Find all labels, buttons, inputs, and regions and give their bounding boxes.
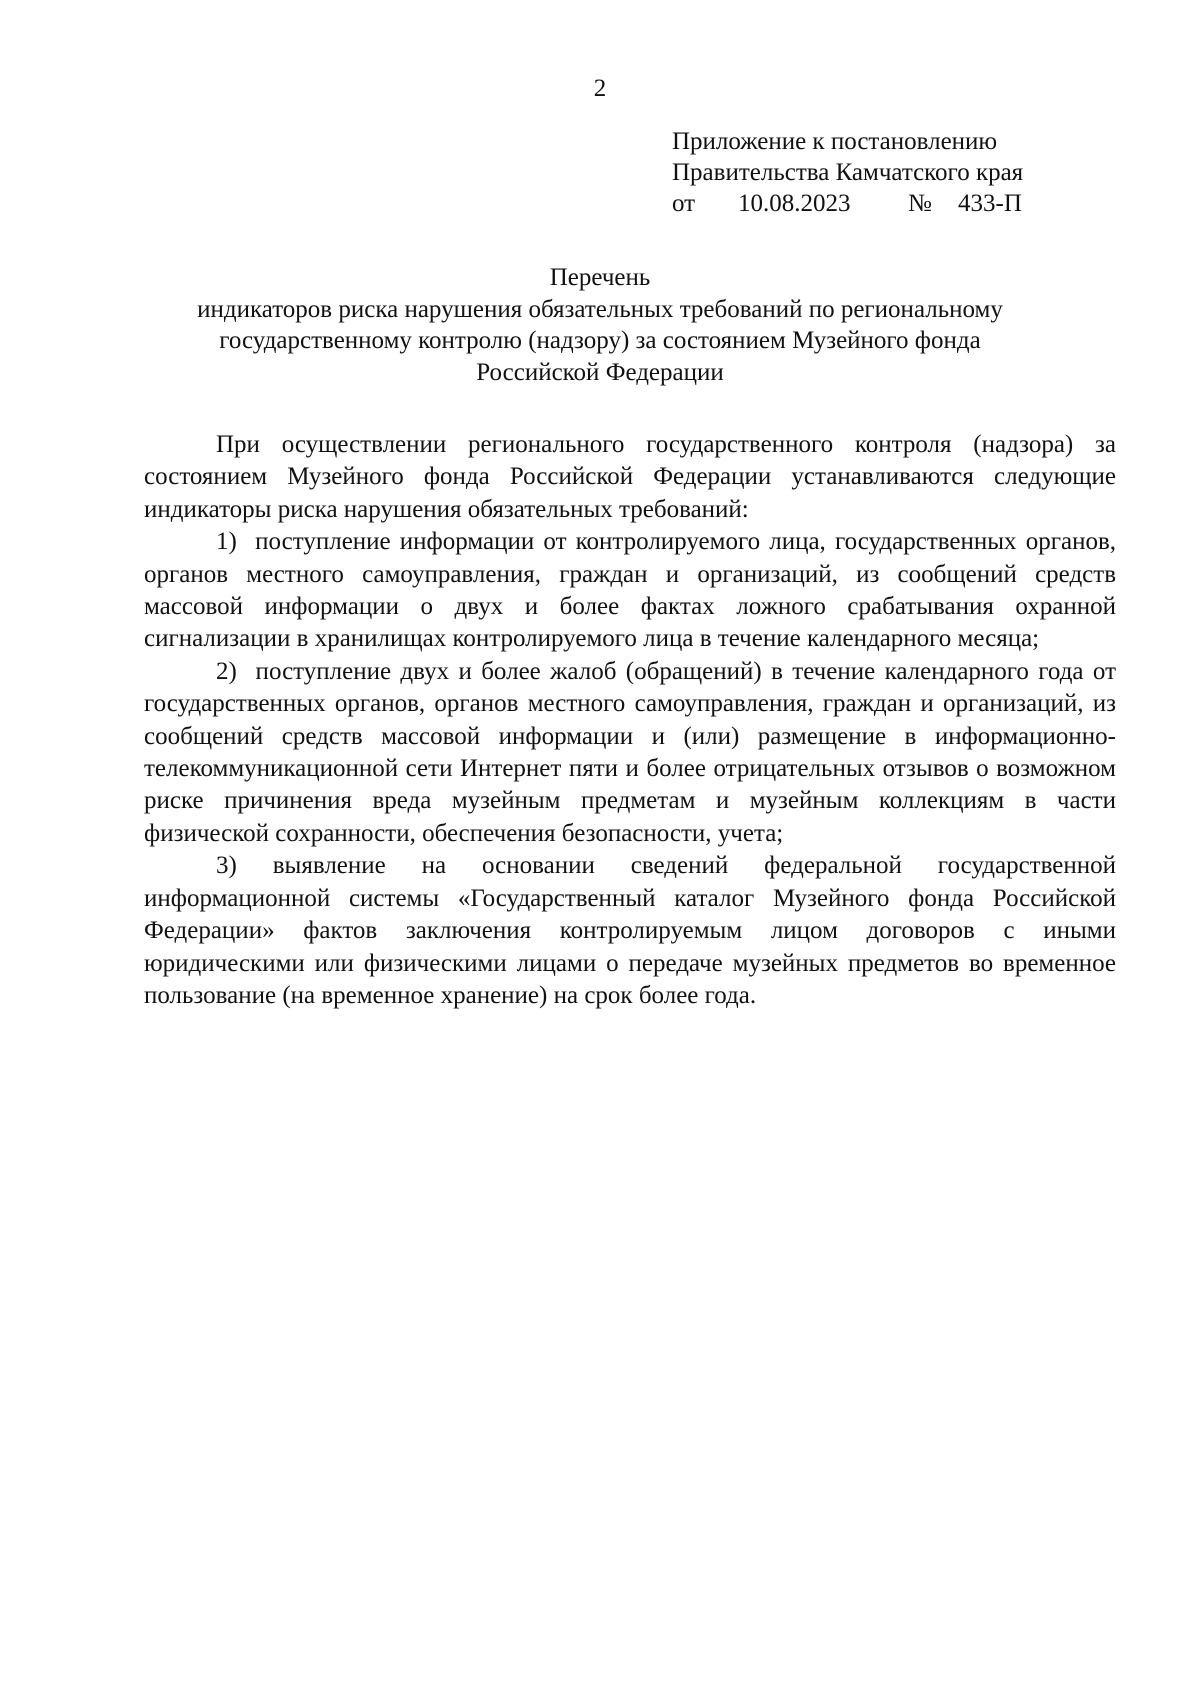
title-line-2: индикаторов риска нарушения обязательных требований по региональному <box>197 295 1003 323</box>
appendix-date-line <box>672 188 1023 219</box>
list-item-2: 2) поступление двух и более жалоб (обращений) в течение календарного года от государственных органов, органов местного самоуправления, граждан и организаций, из сообщений средств массовой информации и (или) размещение в информационно-телекоммуникационной сети Интернет пяти и более отрицательных отзывов о возможном риске причинения вреда музейным предметам и музейным коллекциям в части физической сохранности, обеспечения безопасности, учета; <box>144 657 1116 847</box>
appendix-header <box>672 126 1023 219</box>
appendix-line-2: Правительства Камчатского края <box>672 159 1024 186</box>
resolution-number: 433-П <box>958 190 1022 217</box>
appendix-line-1: Приложение к постановлению <box>672 128 998 155</box>
number-sign: № <box>908 190 932 217</box>
page-number: 2 <box>593 75 607 102</box>
list-item-1: 1) поступление информации от контролируемого лица, государственных органов, органов местного самоуправления, граждан и организаций, из сообщений средств массовой информации о двух и более фактах ложного срабатывания охранной сигнализации в хранилищах контролируемого лица в течение календарного месяца; <box>144 528 1116 653</box>
document-body <box>144 429 1116 1012</box>
resolution-date: 10.08.2023 <box>738 190 851 217</box>
document-title <box>130 262 1070 388</box>
title-line-3: государственному контролю (надзору) за состоянием Музейного фонда <box>219 327 981 354</box>
title-line-1: Перечень <box>549 264 651 291</box>
from-label: от <box>672 190 696 217</box>
title-line-4: Российской Федерации <box>476 358 724 386</box>
intro-paragraph: При осуществлении регионального государственного контроля (надзора) за состоянием Музейного фонда Российской Федерации устанавливаются следующие индикаторы риска нарушения обязательных требований: <box>144 431 1116 523</box>
list-item-3: 3) выявление на основании сведений федеральной государственной информационной системы «Государственный каталог Музейного фонда Российской Федерации» фактов заключения контролируемым лицом договоров с иными юридическими или физическими лицами о передаче музейных предметов во временное пользование (на временное хранение) на срок более года. <box>144 852 1116 1009</box>
